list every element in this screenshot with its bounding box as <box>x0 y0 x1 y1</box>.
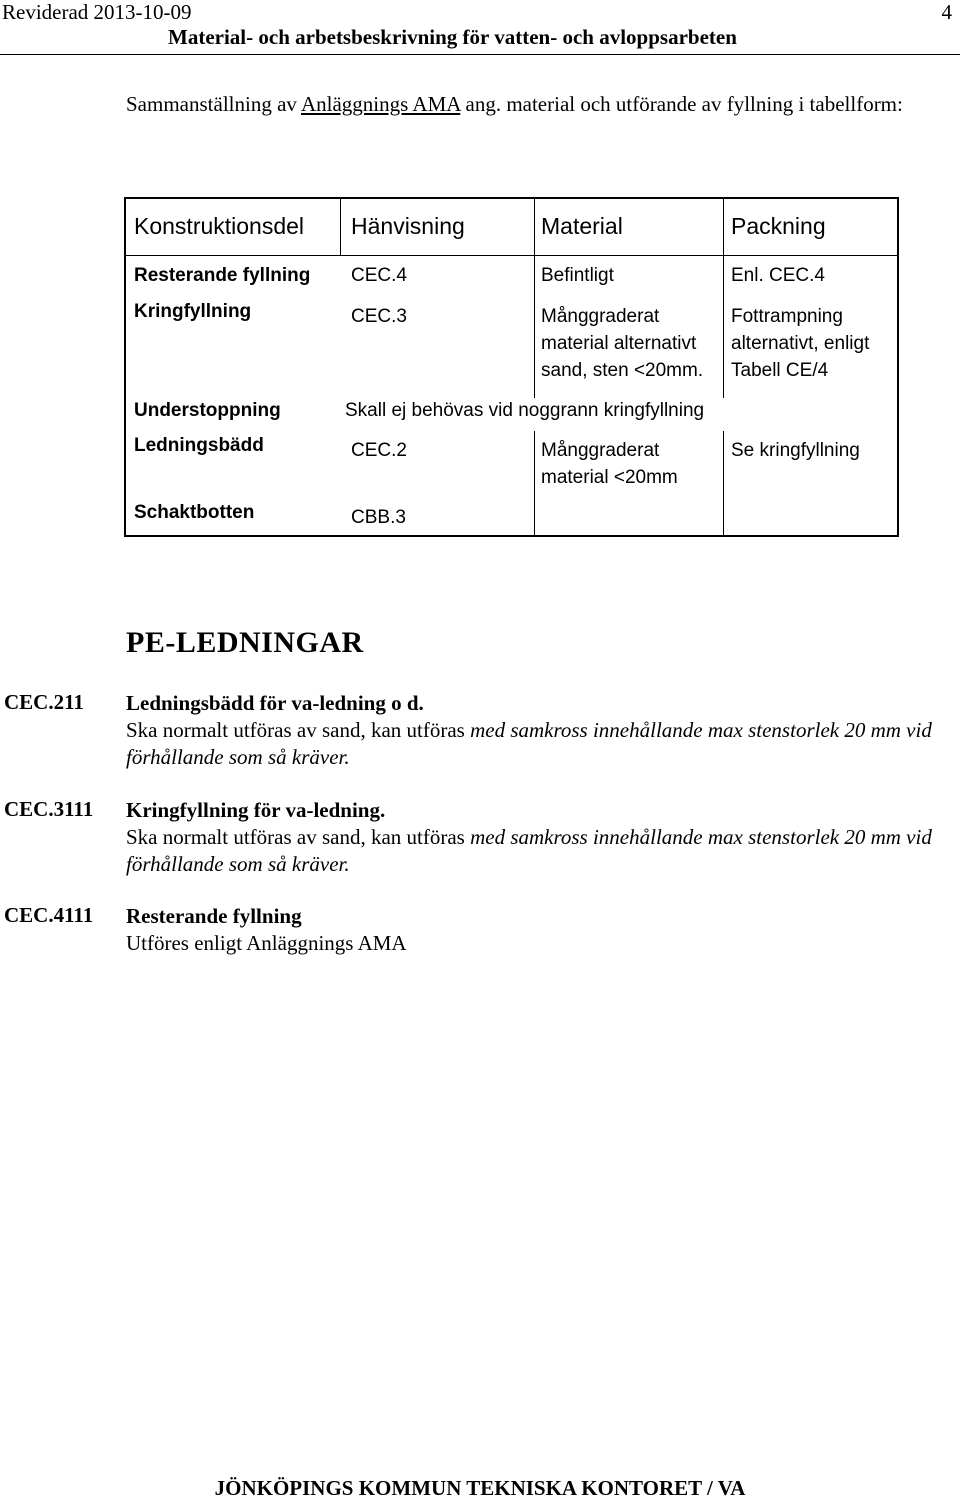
table-col-divider-2b <box>534 431 535 537</box>
section-text-italic: med samkross innehållande max stenstorlek 20 mm vid förhållande som så kräver. <box>126 718 932 769</box>
section-body <box>126 903 946 957</box>
table-cell-packning: Se kringfyllning <box>731 440 860 461</box>
table-col-divider-2 <box>534 199 535 398</box>
section-code: CEC.211 <box>4 690 84 714</box>
table-cell-ref: CEC.2 <box>351 440 407 461</box>
header-packning: Packning <box>731 213 826 239</box>
section-code: CEC.3111 <box>4 797 94 821</box>
intro-text-post: ang. material och utförande av fyllning i tabellform: <box>460 92 903 116</box>
table-col-divider-1 <box>340 199 341 255</box>
section-heading: Resterande fyllning <box>126 904 302 928</box>
table-header-divider <box>126 255 897 256</box>
table-cell-material: Månggraderat material <20mm <box>541 440 678 488</box>
section-text: Ska normalt utföras av sand, kan utföras <box>126 718 471 742</box>
header-material: Material <box>541 213 623 239</box>
intro-text-pre: Sammanställning av <box>126 92 301 116</box>
section-title: PE-LEDNINGAR <box>126 626 364 659</box>
table-cell-del: Understoppning <box>134 400 281 421</box>
section-text: Ska normalt utföras av sand, kan utföras <box>126 825 471 849</box>
header-konstruktionsdel: Konstruktionsdel <box>134 213 305 239</box>
table-cell-ref: CEC.4 <box>351 265 407 286</box>
table-cell-packning: Fottrampning alternativt, enligt Tabell CE/4 <box>731 306 870 381</box>
document-title: Material- och arbetsbeskrivning för vatten- och avloppsarbeten <box>168 25 737 49</box>
section-body <box>126 690 946 771</box>
table-cell-ref: CBB.3 <box>351 507 406 528</box>
table-cell-del: Schaktbotten <box>134 502 255 523</box>
section-body <box>126 797 946 878</box>
table-col-spacer <box>340 255 341 537</box>
table-col-divider-3 <box>723 199 724 398</box>
revision-date: Reviderad 2013-10-09 <box>2 0 192 24</box>
table-cell-span: Skall ej behövas vid noggrann kringfyllning <box>345 400 705 421</box>
header-hanvisning: Hänvisning <box>351 213 465 239</box>
table-col-divider-3b <box>723 431 724 537</box>
intro-link-text: Anläggnings AMA <box>300 92 461 116</box>
section-heading: Ledningsbädd för va-ledning o d. <box>126 691 424 715</box>
table-cell-del: Kringfyllning <box>134 301 252 322</box>
table-cell-del: Ledningsbädd <box>134 435 264 456</box>
header-divider <box>0 54 960 55</box>
section-code: CEC.4111 <box>4 903 94 927</box>
page-footer: JÖNKÖPINGS KOMMUN TEKNISKA KONTORET / VA <box>214 1476 746 1500</box>
table-cell-ref: CEC.3 <box>351 306 407 327</box>
table-cell-material: Befintligt <box>541 265 614 286</box>
intro-paragraph <box>126 90 926 118</box>
section-text: Utföres enligt Anläggnings AMA <box>126 931 407 955</box>
section-heading: Kringfyllning för va-ledning. <box>126 798 386 822</box>
table-cell-packning: Enl. CEC.4 <box>731 265 825 286</box>
section-text-italic: med samkross innehållande max stenstorlek 20 mm vid förhållande som så kräver. <box>126 825 932 876</box>
page-number: 4 <box>941 0 952 24</box>
table-cell-del: Resterande fyllning <box>134 265 311 286</box>
fill-material-table <box>124 197 899 537</box>
table-cell-material: Månggraderat material alternativt sand, sten <20mm. <box>541 306 704 381</box>
